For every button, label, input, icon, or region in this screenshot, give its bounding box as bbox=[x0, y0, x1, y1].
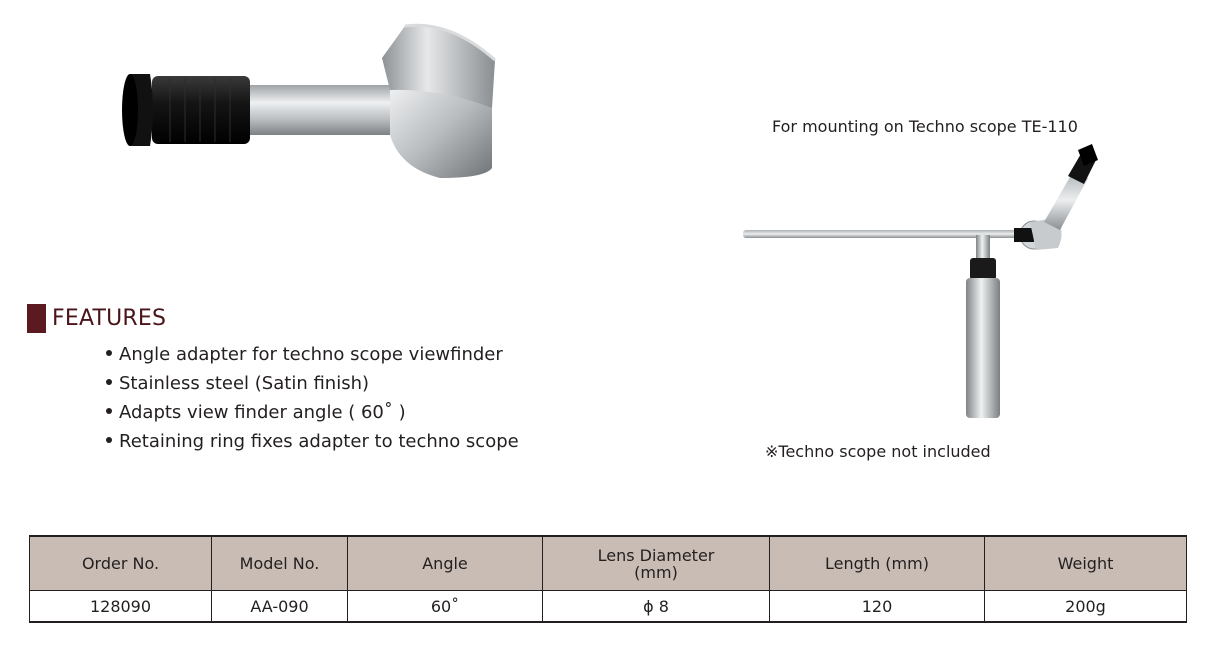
cell-order-no: 128090 bbox=[30, 591, 212, 623]
cell-lens-diameter: ϕ 8 bbox=[543, 591, 770, 623]
features-list bbox=[106, 341, 519, 457]
feature-item: Adapts view finder angle ( 60˚ ) bbox=[106, 399, 519, 428]
feature-item: Stainless steel (Satin finish) bbox=[106, 370, 519, 399]
header-angle: Angle bbox=[348, 536, 543, 591]
angle-adapter-photo bbox=[100, 18, 520, 238]
table-row bbox=[30, 591, 1187, 623]
header-lens-diameter: Lens Diameter (mm) bbox=[543, 536, 770, 591]
cell-model-no: AA-090 bbox=[212, 591, 348, 623]
header-length: Length (mm) bbox=[770, 536, 985, 591]
bullet-icon bbox=[106, 437, 112, 443]
table-header-row bbox=[30, 536, 1187, 591]
feature-item: Retaining ring fixes adapter to techno scope bbox=[106, 428, 519, 457]
header-weight: Weight bbox=[985, 536, 1187, 591]
cell-weight: 200g bbox=[985, 591, 1187, 623]
bullet-icon bbox=[106, 350, 112, 356]
features-title: FEATURES bbox=[52, 305, 167, 331]
header-order-no: Order No. bbox=[30, 536, 212, 591]
spec-table bbox=[29, 535, 1187, 623]
not-included-note: ※Techno scope not included bbox=[765, 442, 991, 461]
techno-scope-assembly-photo bbox=[738, 140, 1108, 425]
header-model-no: Model No. bbox=[212, 536, 348, 591]
mounting-caption: For mounting on Techno scope TE-110 bbox=[772, 117, 1078, 136]
cell-angle: 60˚ bbox=[348, 591, 543, 623]
heading-accent-bar bbox=[27, 304, 46, 333]
features-heading bbox=[27, 303, 166, 333]
cell-length: 120 bbox=[770, 591, 985, 623]
bullet-icon bbox=[106, 408, 112, 414]
bullet-icon bbox=[106, 379, 112, 385]
feature-item: Angle adapter for techno scope viewfinder bbox=[106, 341, 519, 370]
